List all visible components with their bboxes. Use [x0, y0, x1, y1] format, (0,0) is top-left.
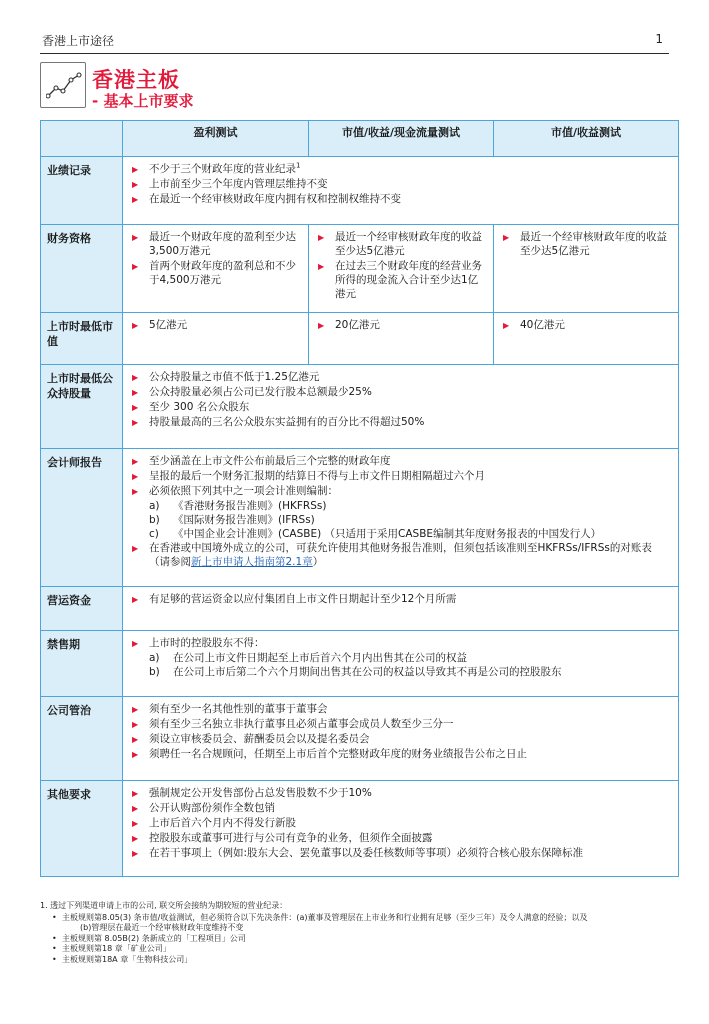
cell-cashflow [309, 313, 494, 365]
row-label: 财务资格 [41, 225, 123, 313]
guide-link[interactable]: 新上市申请人指南第2.1章 [191, 556, 313, 568]
row-label: 业绩记录 [41, 157, 123, 225]
row-label: 禁售期 [41, 631, 123, 697]
cell-profit [123, 313, 309, 365]
sub-item: b) 在公司上市后第二个六个月期间出售其在公司的权益以导致其不再是公司的控股股东 [149, 666, 562, 678]
list-item: ▶ 至少涵盖在上市文件公布前最后三个完整的财政年度 [129, 454, 672, 468]
row-market-cap [41, 313, 679, 365]
list-item: ▶ 持股量最高的三名公众股东实益拥有的百分比不得超过50% [129, 415, 672, 429]
footnote-item: • 主板规则第 8.05B(2) 条新成立的「工程项目」公司 [52, 934, 680, 945]
section-title-block [40, 62, 680, 112]
sub-item: a) 《香港财务报告准则》(HKFRSs) [149, 500, 327, 512]
row-track-record [41, 157, 679, 225]
document-title: 香港上市途径 [42, 34, 115, 48]
list-item: ▶ 最近一个经审核财政年度的收益至少达5亿港元 [500, 230, 672, 258]
row-public-float [41, 365, 679, 449]
list-item: ▶ 上市时的控股股东不得： [129, 636, 672, 650]
list-item: ▶ 呈报的最后一个财务汇报期的结算日不得与上市文件日期相隔超过六个月 [129, 469, 672, 483]
list-item: ▶ 40亿港元 [500, 318, 672, 332]
list-item: ▶ 须有至少一名其他性别的董事于董事会 [129, 702, 672, 716]
footnotes [40, 901, 680, 965]
list-item: ▶ 公众持股量必须占公司已发行股本总额最少25% [129, 385, 672, 399]
list-item: ▶ 须聘任一名合规顾问，任期至上市后首个完整财政年度的财务业绩报告公布之日止 [129, 747, 672, 761]
footnote-intro: 1. 透过下列渠道申请上市的公司, 联交所会接纳为期较短的营业纪录： [40, 901, 288, 910]
footnote-mark: 1 [296, 161, 301, 170]
page-title: 香港主板 [92, 68, 180, 92]
row-label: 其他要求 [41, 781, 123, 877]
list-item: ▶ 至少 300 名公众股东 [129, 400, 672, 414]
list-item: ▶ 须有至少三名独立非执行董事且必须占董事会成员人数至少三分一 [129, 717, 672, 731]
list-item: ▶ 在最近一个经审核财政年度内拥有权和控制权维持不变 [129, 192, 672, 206]
row-label: 会计师报告 [41, 449, 123, 587]
list-item: ▶ 公众持股量之市值不低于1.25亿港元 [129, 370, 672, 384]
footnote-item: • 主板规则第18 章「矿业公司」 [52, 944, 680, 955]
row-other-requirements [41, 781, 679, 877]
cell-cashflow [309, 225, 494, 313]
header-cell-empty [41, 121, 123, 157]
line-chart-icon [40, 62, 86, 108]
list-item: ▶ 最近一个财政年度的盈利至少达3,500万港元 [129, 230, 302, 258]
list-item: ▶ 5亿港元 [129, 318, 302, 332]
list-item: ▶ 上市前至少三个年度内管理层维持不变 [129, 177, 672, 191]
row-label: 上市时最低公众持股量 [41, 365, 123, 449]
footnote-item: • 主板规则第8.05(3) 条市值/收益测试，但必须符合以下先决条件：(a)董事及管理层在上市业务和行业拥有足够（至少三年）及令人满意的经验；以及 (b)管理层在最近一个经审核财政年度维持不变 [52, 913, 680, 934]
row-working-capital [41, 587, 679, 631]
row-label: 营运资金 [41, 587, 123, 631]
list-item: ▶ 控股股东或董事可进行与公司有竞争的业务，但须作全面披露 [129, 831, 672, 845]
header-cashflow-test: 市值/收益/现金流量测试 [309, 121, 494, 157]
list-item: ▶ 不少于三个财政年度的营业纪录$^1$ [129, 162, 672, 176]
page-number: 1 [655, 32, 663, 46]
cell-revenue [494, 313, 679, 365]
sub-item: a) 在公司上市文件日期起至上市后首六个月内出售其在公司的权益 [149, 652, 467, 664]
list-item: ▶ 上市后首六个月内不得发行新股 [129, 816, 672, 830]
footnote-item: • 主板规则第18A 章「生物科技公司」 [52, 955, 680, 966]
list-item: ▶ 首两个财政年度的盈利总和不少于4,500万港元 [129, 259, 302, 287]
row-label: 上市时最低市值 [41, 313, 123, 365]
list-item: ▶ 须设立审核委员会、薪酬委员会以及提名委员会 [129, 732, 672, 746]
table-header-row [41, 121, 679, 157]
row-accountants-report [41, 449, 679, 587]
row-financial [41, 225, 679, 313]
cell-revenue [494, 225, 679, 313]
list-item: ▶ 最近一个经审核财政年度的收益至少达5亿港元 [315, 230, 487, 258]
header-revenue-test: 市值/收益测试 [494, 121, 679, 157]
list-item: ▶ 在过去三个财政年度的经营业务所得的现金流入合计至少达1亿港元 [315, 259, 487, 301]
sub-item: c) 《中国企业会计准则》(CASBE) （只适用于采用CASBE编制其年度财务报表的中国发行人） [149, 528, 602, 540]
list-item: ▶ 20亿港元 [315, 318, 487, 332]
page-subtitle: - 基本上市要求 [92, 92, 194, 110]
list-item: ▶ 强制规定公开发售部份占总发售股数不少于10% [129, 786, 672, 800]
running-header [40, 28, 669, 54]
row-label: 公司管治 [41, 697, 123, 781]
row-governance [41, 697, 679, 781]
row-lockup [41, 631, 679, 697]
sub-item: b) 《国际财务报告准则》(IFRSs) [149, 514, 315, 526]
list-item: ▶ 在若干事项上（例如:股东大会、罢免董事以及委任核数师等事项）必须符合核心股东保障标准 [129, 846, 672, 860]
listing-requirements-table [40, 120, 679, 877]
list-item: ▶ 在香港或中国境外成立的公司，可获允许使用其他财务报告准则，但须包括该准则至HKFRSs/IFRSs的对账表 （请参阅新上市申请人指南第2.1章） [129, 541, 672, 569]
list-item: ▶ 公开认购部份须作全数包销 [129, 801, 672, 815]
header-profit-test: 盈利测试 [123, 121, 309, 157]
cell-profit [123, 225, 309, 313]
list-item: ▶ 有足够的营运资金以应付集团自上市文件日期起计至少12个月所需 [129, 592, 672, 606]
list-item: ▶ 必须依照下列其中之一项会计准则编制： [129, 484, 672, 498]
